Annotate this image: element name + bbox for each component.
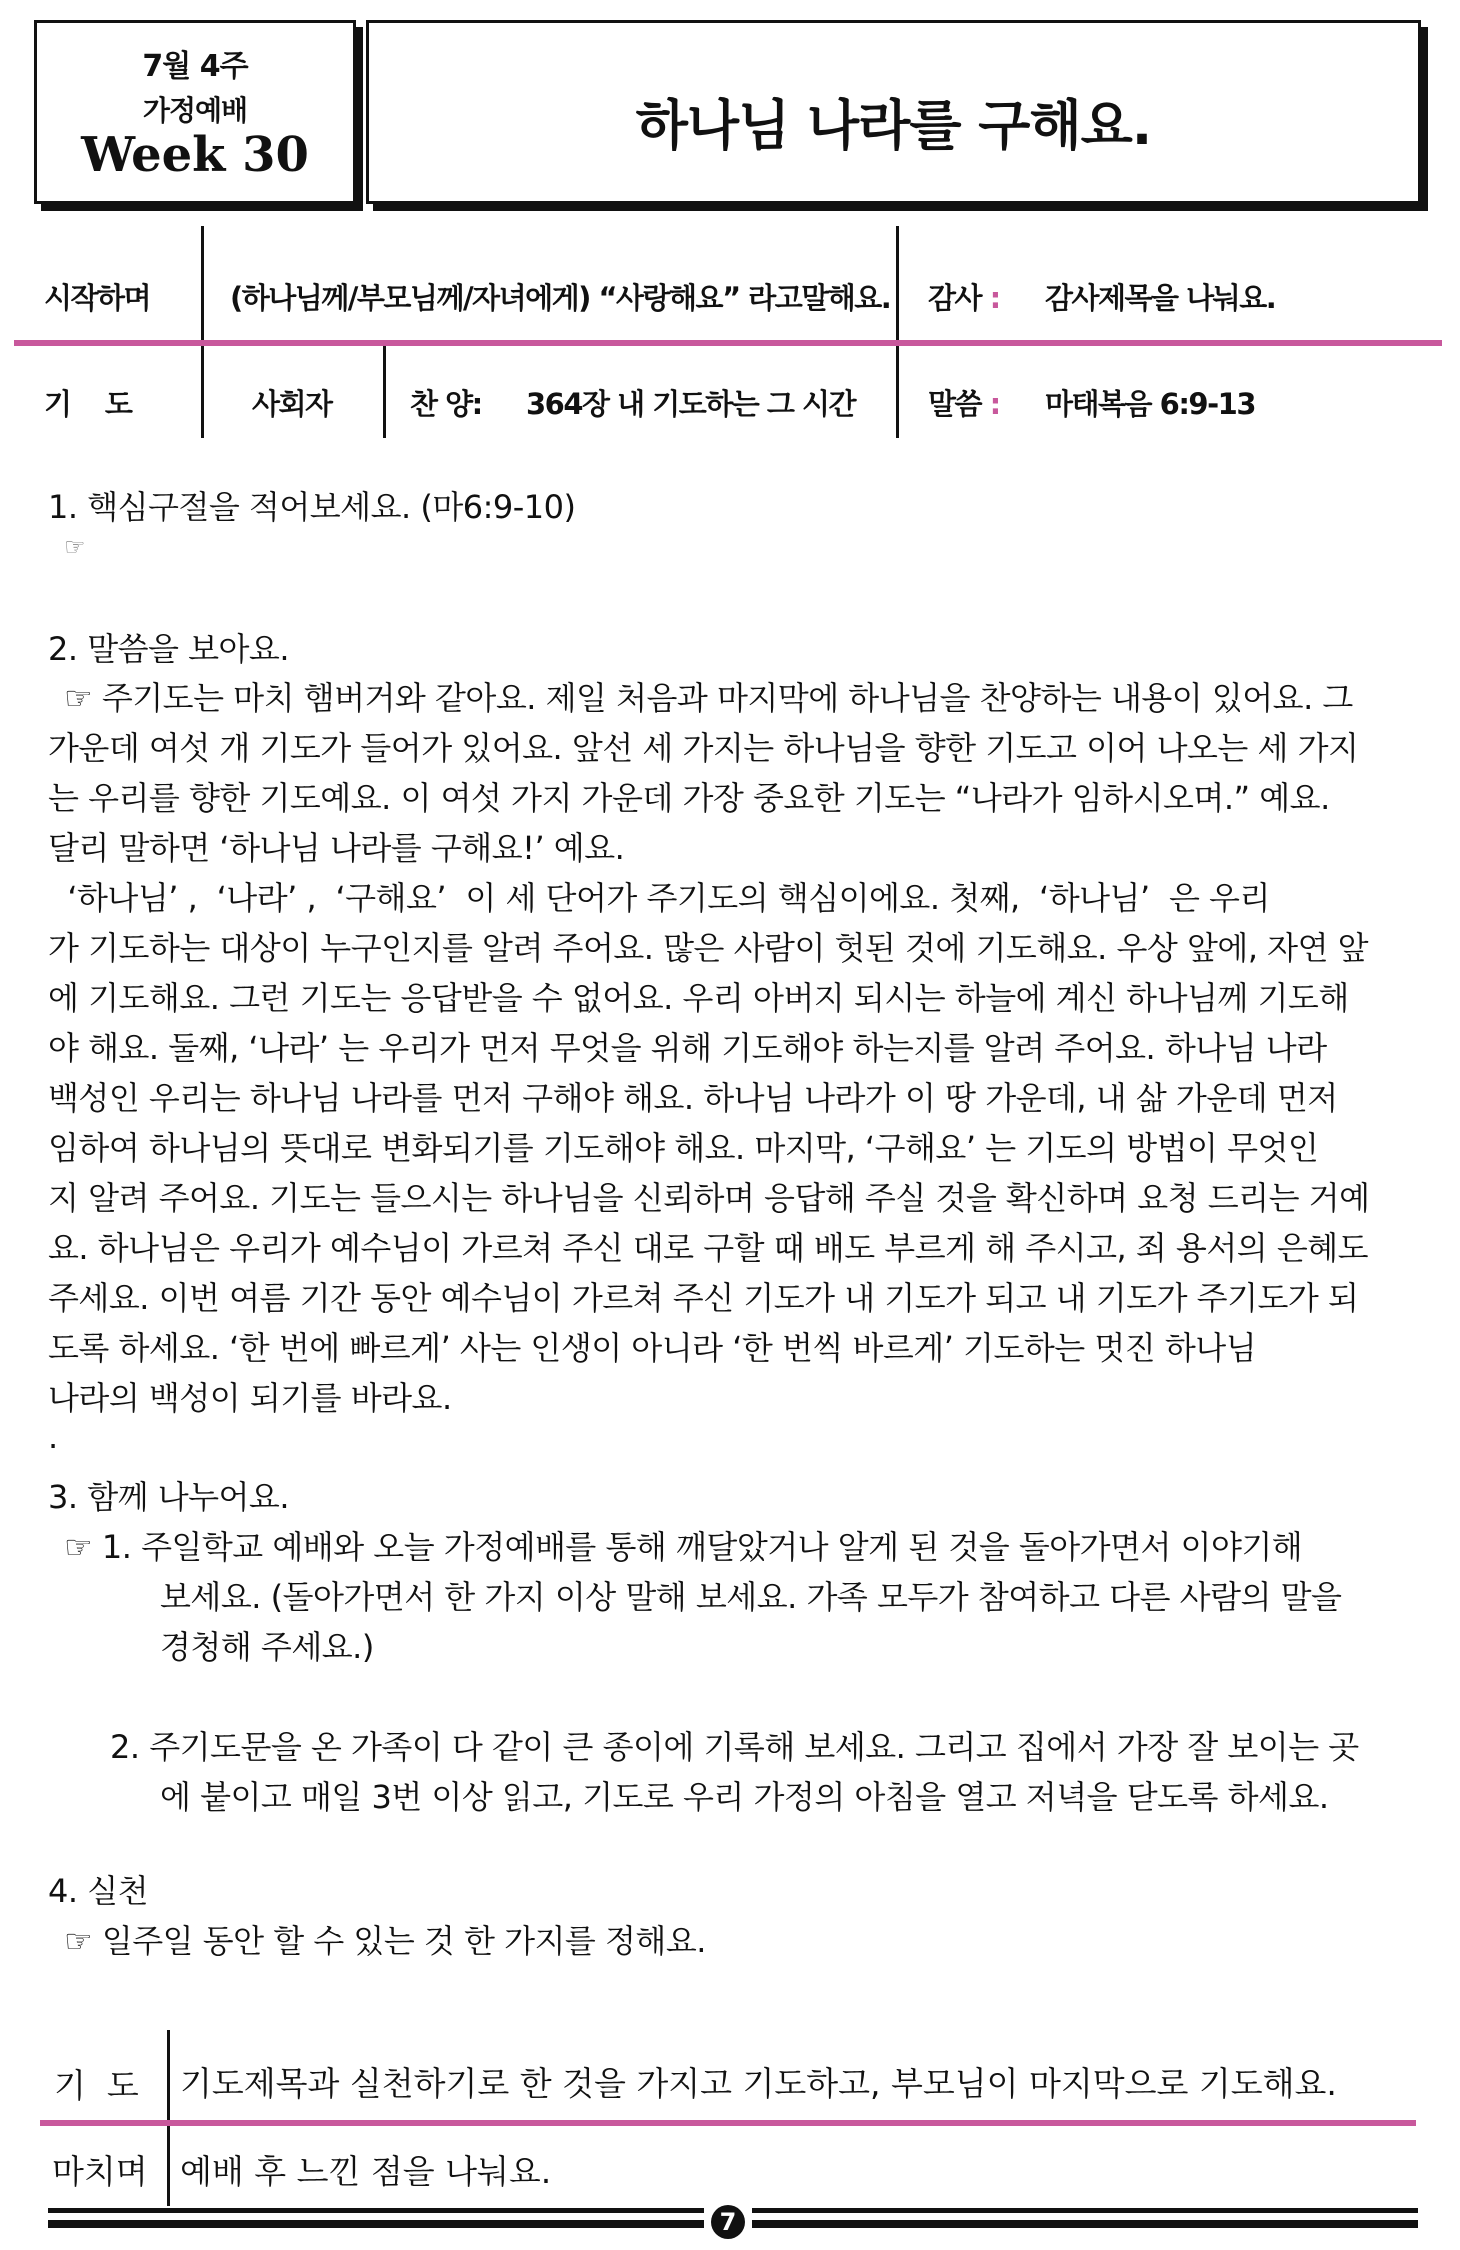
start-label: 시작하며 <box>44 281 151 315</box>
footer-line <box>752 2220 1418 2228</box>
section-3-title: 3. 함께 나누어요. <box>48 1478 290 1516</box>
separator-dot: . <box>48 1418 58 1456</box>
section-2-line: 나라의 백성이 되기를 바라요. <box>48 1379 452 1417</box>
footer-line <box>48 2220 704 2228</box>
week-info-box <box>34 20 356 204</box>
word-content: 마태복음 6:9-13 <box>1045 387 1255 421</box>
section-4-line: ☞ 일주일 동안 할 수 있는 것 한 가지를 정해요. <box>64 1922 706 1960</box>
section-2-line: 주세요. 이번 여름 기간 동안 예수님이 가르쳐 주신 기도가 내 기도가 되고 내 기도가 주기도가 되 <box>48 1279 1359 1317</box>
row-divider <box>40 2120 1416 2126</box>
section-3-item-2: 에 붙이고 매일 3번 이상 읽고, 기도로 우리 가정의 아침을 열고 저녁을 닫도록 하세요. <box>160 1778 1329 1816</box>
thanks-label <box>928 276 1000 317</box>
section-3-item-1: ☞ 1. 주일학교 예배와 오늘 가정예배를 통해 깨달았거나 알게 된 것을 돌아가면서 이야기해 <box>64 1528 1303 1566</box>
thanks-label-text: 감사 <box>928 281 982 315</box>
divider <box>167 2030 170 2120</box>
section-2-line: 가 기도하는 대상이 누구인지를 알려 주어요. 많은 사람이 헛된 것에 기도해요. 우상 앞에, 자연 앞 <box>48 929 1369 967</box>
prayer-label: 기 도 <box>44 387 132 421</box>
section-2-line: 임하여 하나님의 뜻대로 변화되기를 기도해야 해요. 마지막, ‘구해요’ 는 기도의 방법이 무엇인 <box>48 1129 1319 1167</box>
section-2-line: 백성인 우리는 하나님 나라를 먼저 구해야 해요. 하나님 나라가 이 땅 가운데, 내 삶 가운데 먼저 <box>48 1079 1338 1117</box>
hymn-content: 364장 내 기도하는 그 시간 <box>526 387 856 421</box>
section-2-title: 2. 말씀을 보아요. <box>48 630 290 668</box>
word-label <box>928 382 1000 423</box>
start-content: (하나님께/부모님께/자녀에게) “사랑해요” 라고말해요. <box>230 281 891 315</box>
section-2-line: 도록 하세요. ‘한 번에 빠르게’ 사는 인생이 아니라 ‘한 번씩 바르게’ 기도하는 멋진 하나님 <box>48 1329 1257 1367</box>
worship-category: 가정예배 <box>142 94 248 127</box>
closing-end-text: 예배 후 느낀 점을 나눠요. <box>180 2152 552 2191</box>
footer-line <box>752 2208 1418 2213</box>
section-1-title: 1. 핵심구절을 적어보세요. (마6:9-10) <box>48 488 576 526</box>
section-2-line: 지 알려 주어요. 기도는 들으시는 하나님을 신뢰하며 응답해 주실 것을 확신하며 요청 드리는 거예 <box>48 1179 1370 1217</box>
thanks-content: 감사제목을 나눠요. <box>1045 281 1276 315</box>
word-colon: : <box>989 387 1000 421</box>
divider <box>383 346 386 438</box>
section-2-line: ☞ 주기도는 마치 햄버거와 같아요. 제일 처음과 마지막에 하나님을 찬양하는 내용이 있어요. 그 <box>64 679 1353 717</box>
section-3-item-1: 경청해 주세요.) <box>160 1628 374 1666</box>
page-title: 하나님 나라를 구해요. <box>635 94 1152 157</box>
page-number: 7 <box>711 2205 745 2239</box>
title-box <box>366 20 1421 204</box>
divider <box>896 346 899 438</box>
divider <box>167 2126 170 2206</box>
section-2-line: 야 해요. 둘째, ‘나라’ 는 우리가 먼저 무엇을 위해 기도해야 하는지를 알려 주어요. 하나님 나라 <box>48 1029 1327 1067</box>
section-2-line: 요. 하나님은 우리가 예수님이 가르쳐 주신 대로 구할 때 배도 부르게 해 주시고, 죄 용서의 은혜도 <box>48 1229 1369 1267</box>
row-divider <box>14 340 1442 346</box>
leader-label: 사회자 <box>252 387 332 421</box>
divider <box>201 346 204 438</box>
closing-prayer-label: 기 도 <box>54 2066 139 2105</box>
word-label-text: 말씀 <box>928 387 982 421</box>
divider <box>896 226 899 340</box>
section-4-title: 4. 실천 <box>48 1872 149 1910</box>
thanks-colon: : <box>989 281 1000 315</box>
closing-end-label: 마치며 <box>52 2152 148 2191</box>
section-2-line: ‘하나님’ , ‘나라’ , ‘구해요’ 이 세 단어가 주기도의 핵심이에요. 첫째, ‘하나님’ 은 우리 <box>48 879 1270 917</box>
section-3-item-1: 보세요. (돌아가면서 한 가지 이상 말해 보세요. 가족 모두가 참여하고 다른 사람의 말을 <box>160 1578 1342 1616</box>
section-2-line: 는 우리를 향한 기도예요. 이 여섯 가지 가운데 가장 중요한 기도는 “나라가 임하시오며.” 예요. <box>48 779 1330 817</box>
section-2-line: 달리 말하면 ‘하나님 나라를 구해요!’ 예요. <box>48 829 625 867</box>
section-3-item-2: 2. 주기도문을 온 가족이 다 같이 큰 종이에 기록해 보세요. 그리고 집에서 가장 잘 보이는 곳 <box>110 1728 1359 1766</box>
divider <box>201 226 204 340</box>
closing-prayer-text: 기도제목과 실천하기로 한 것을 가지고 기도하고, 부모님이 마지막으로 기도해요. <box>180 2064 1337 2103</box>
footer-line <box>48 2208 704 2213</box>
section-2-line: 가운데 여섯 개 기도가 들어가 있어요. 앞선 세 가지는 하나님을 향한 기도고 이어 나오는 세 가지 <box>48 729 1359 767</box>
hymn-label: 찬 양: <box>410 387 482 421</box>
pointer-icon: ☞ <box>64 533 86 561</box>
section-2-line: 에 기도해요. 그런 기도는 응답받을 수 없어요. 우리 아버지 되시는 하늘에 계신 하나님께 기도해 <box>48 979 1349 1017</box>
week-month: 7월 4주 <box>142 49 248 84</box>
week-number: Week 30 <box>81 127 309 183</box>
